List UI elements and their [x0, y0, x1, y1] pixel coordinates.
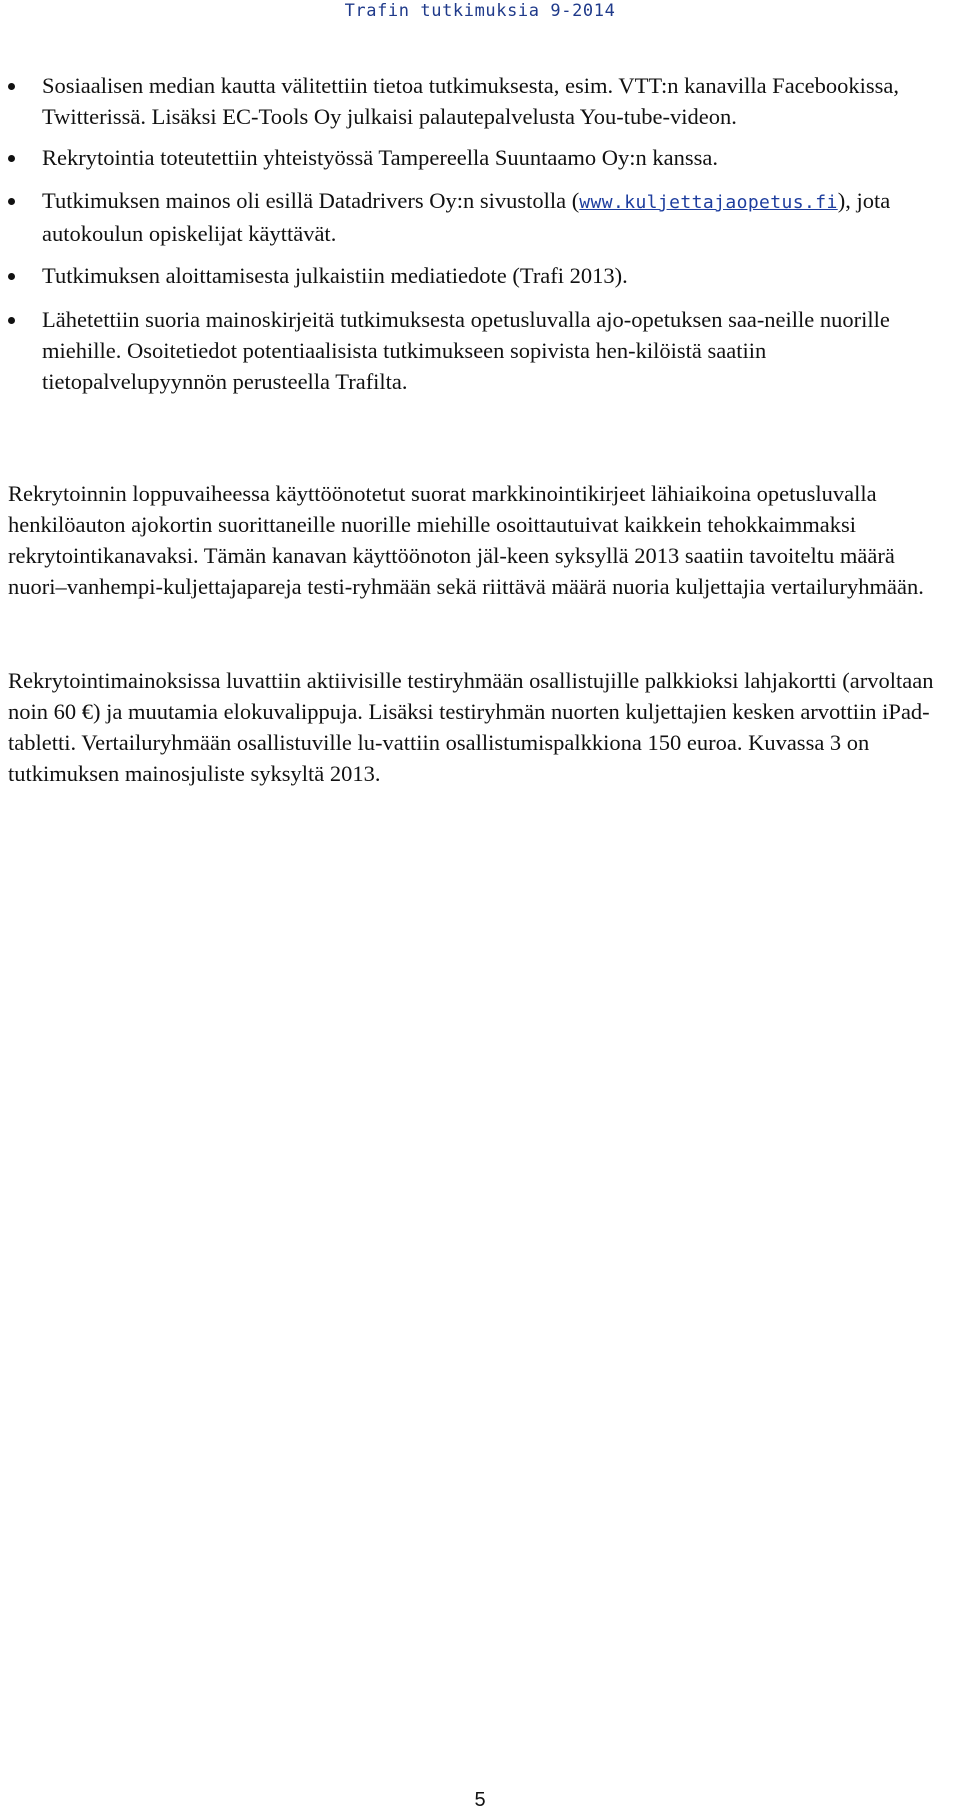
bullet-icon — [8, 317, 15, 324]
bullet-icon — [8, 273, 15, 280]
bullet-list — [8, 70, 950, 397]
bullet-item-social-media — [8, 70, 950, 132]
bullet-list-block — [8, 70, 950, 397]
paragraph: Rekrytointimainoksissa luvattiin aktiivisille testiryhmään osallistujille palkkioksi lahjakortti (arvoltaan noin 60 €) ja muutamia elokuvalippuja. Lisäksi testiryhmän nuorten kuljettajien kesken arvottiin iPad-tabletti. Vertailuryhmään osallistuville lu-vattiin osallistumispalkkiona 150 euroa. Kuvassa 3 on tutkimuksen mainosjuliste syksyltä 2013. — [8, 668, 934, 786]
bullet-text-after: ), jota autokoulun opiskelijat käyttävät. — [42, 188, 891, 246]
bullet-icon — [8, 155, 15, 162]
bullet-item-direct-mail — [8, 304, 950, 397]
bullet-item-press-release — [8, 260, 950, 291]
bullet-icon — [8, 83, 15, 90]
paragraph: Rekrytoinnin loppuvaiheessa käyttöönotetut suorat markkinointikirjeet lähiaikoina opetusluvalla henkilöauton ajokortin suorittaneille nuorille miehille osoittautuivat kaikkein tehokkaimmaksi rekrytointikanavaksi. Tämän kanavan käyttöönoton jäl-keen syksyllä 2013 saatiin tavoiteltu määrä nuori–vanhempi-kuljettajapareja testi-ryhmään sekä riittävä määrä nuoria kuljettajia vertailuryhmään. — [8, 481, 924, 599]
page-number: 5 — [474, 1789, 486, 1811]
paragraph-block-1 — [8, 478, 950, 602]
website-link[interactable]: www.kuljettajaopetus.fi — [579, 192, 838, 213]
bullet-item-recruitment — [8, 142, 950, 173]
bullet-icon — [8, 198, 15, 205]
paragraph-block-2 — [8, 665, 950, 789]
bullet-text: Rekrytointia toteutettiin yhteistyössä Tampereella Suuntaamo Oy:n kanssa. — [42, 145, 718, 170]
bullet-text: Tutkimuksen aloittamisesta julkaistiin mediatiedote (Trafi 2013). — [42, 263, 628, 288]
bullet-text: Lähetettiin suoria mainoskirjeitä tutkimuksesta opetusluvalla ajo-opetuksen saa-neille nuorille miehille. Osoitetiedot potentiaalisista tutkimukseen sopivista hen-kilöistä saatiin tietopalvelupyynnön perusteella Trafilta. — [42, 307, 890, 394]
running-header: Trafin tutkimuksia 9-2014 — [344, 1, 616, 21]
bullet-text-before: Tutkimuksen mainos oli esillä Datadrivers Oy:n sivustolla ( — [42, 188, 580, 213]
bullet-text: Sosiaalisen median kautta välitettiin tietoa tutkimuksesta, esim. VTT:n kanavilla Facebookissa, Twitterissä. Lisäksi EC-Tools Oy julkaisi palautepalvelusta You-tube-videon. — [42, 73, 900, 129]
bullet-item-advert — [8, 185, 950, 249]
